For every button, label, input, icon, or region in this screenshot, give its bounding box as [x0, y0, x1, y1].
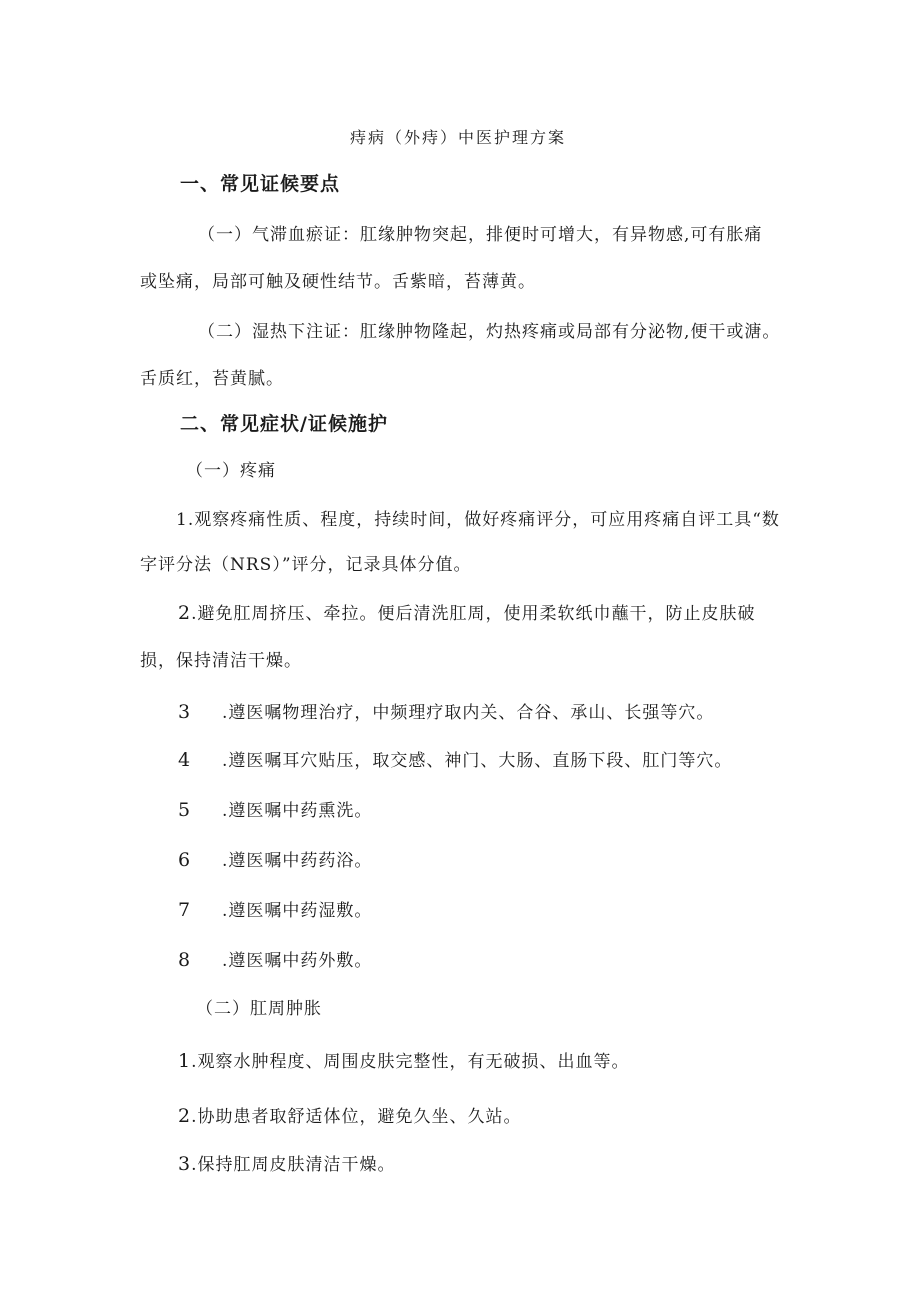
pain-item-2-number: 2 — [178, 602, 192, 624]
swelling-item-2-text: .协助患者取舒适体位，避免久坐、久站。 — [191, 1107, 522, 1127]
pain-item-1-line-2: 字评分法（NRS）”评分，记录具体分值。 — [140, 555, 472, 575]
subsection-swelling-heading: （二）肛周肿胀 — [196, 999, 322, 1019]
pain-item-8-number: 8 — [178, 949, 192, 971]
swelling-item-1 — [178, 1049, 630, 1074]
pain-item-3 — [178, 700, 714, 725]
pain-item-4-number: 4 — [178, 749, 192, 771]
swelling-item-3 — [178, 1152, 396, 1177]
pain-item-8 — [178, 948, 372, 973]
pain-item-6 — [178, 848, 372, 873]
pain-item-5-number: 5 — [178, 799, 192, 821]
swelling-item-3-number: 3 — [178, 1153, 192, 1175]
subsection-pain-heading: （一）疼痛 — [186, 461, 276, 481]
pain-item-8-text: .遵医嘱中药外敷。 — [222, 951, 373, 971]
pain-item-6-number: 6 — [178, 849, 192, 871]
swelling-item-1-text: .观察水肿程度、周围皮肤完整性，有无破损、出血等。 — [191, 1052, 630, 1072]
pain-item-7-text: .遵医嘱中药湿敷。 — [222, 901, 373, 921]
pain-item-6-text: .遵医嘱中药药浴。 — [222, 851, 373, 871]
pain-item-3-text: .遵医嘱物理治疗，中频理疗取内关、合谷、承山、长强等穴。 — [222, 703, 715, 723]
section-2-heading: 二、常见症状/证候施护 — [180, 413, 388, 435]
pain-item-5-text: .遵医嘱中药熏洗。 — [222, 801, 373, 821]
syndrome-1-line-1: （一）气滞血瘀证：肛缘肿物突起，排便时可增大，有异物感,可有胀痛 — [198, 225, 763, 245]
syndrome-2-line-1: （二）湿热下注证：肛缘肿物隆起，灼热疼痛或局部有分泌物,便干或溏。 — [198, 322, 781, 342]
swelling-item-2 — [178, 1104, 522, 1129]
pain-item-2-line-1 — [178, 601, 756, 626]
pain-item-2-line-2: 损，保持清洁干燥。 — [140, 651, 302, 671]
pain-item-4-text: .遵医嘱耳穴贴压，取交感、神门、大肠、直肠下段、肛门等穴。 — [222, 751, 733, 771]
swelling-item-1-number: 1 — [178, 1050, 192, 1072]
syndrome-2-line-2: 舌质红，苔黄腻。 — [140, 369, 284, 389]
pain-item-2-text: .避免肛周挤压、牵拉。便后清洗肛周，使用柔软纸巾蘸干，防止皮肤破 — [191, 604, 756, 624]
syndrome-1-line-2: 或坠痛，局部可触及硬性结节。舌紫暗，苔薄黄。 — [140, 272, 536, 292]
pain-item-4 — [178, 748, 732, 773]
section-1-heading: 一、常见证候要点 — [180, 173, 341, 195]
pain-item-1-line-1: 1.观察疼痛性质、程度，持续时间，做好疼痛评分，可应用疼痛自评工具“数 — [176, 510, 780, 530]
pain-item-7 — [178, 898, 372, 923]
pain-item-5 — [178, 798, 372, 823]
swelling-item-3-text: .保持肛周皮肤清洁干燥。 — [191, 1155, 396, 1175]
document-title: 痔病（外痔）中医护理方案 — [350, 128, 567, 147]
pain-item-7-number: 7 — [178, 899, 192, 921]
swelling-item-2-number: 2 — [178, 1105, 192, 1127]
pain-item-3-number: 3 — [178, 701, 192, 723]
